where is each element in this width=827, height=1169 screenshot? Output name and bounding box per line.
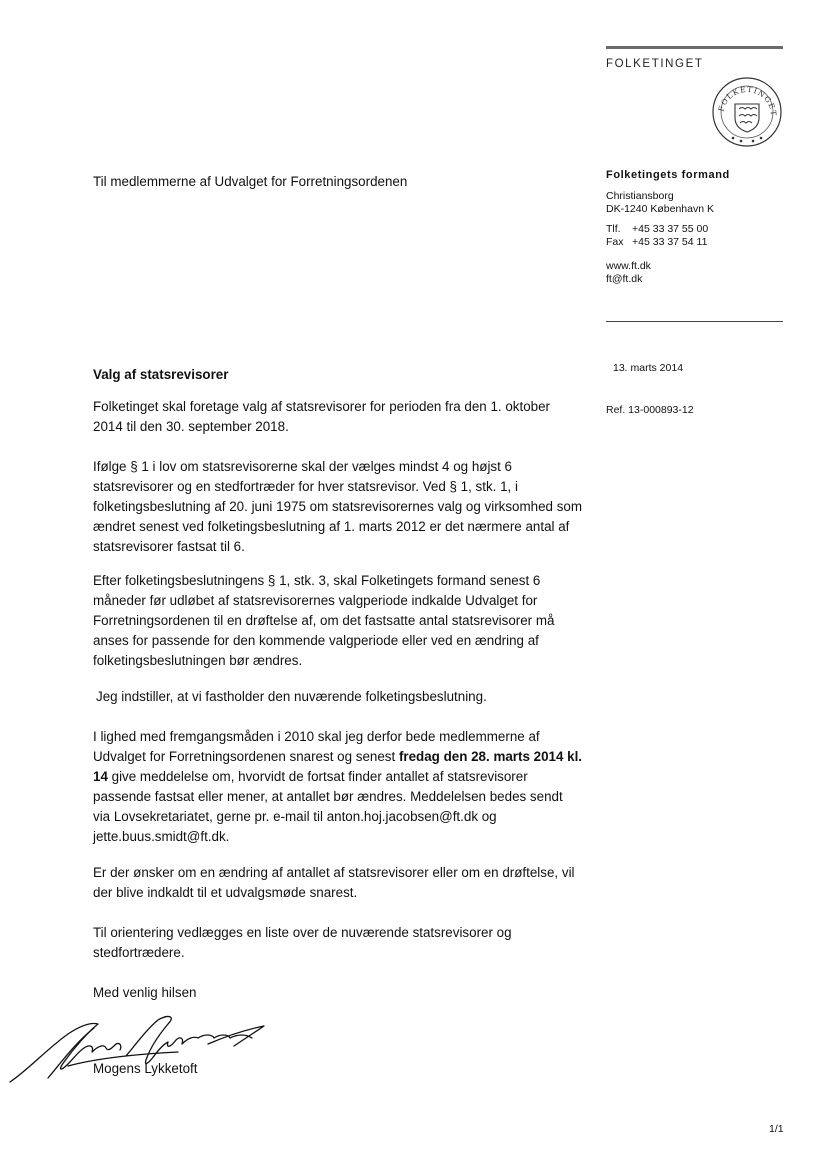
paragraph-5-end: give meddelelse om, hvorvidt de fortsat finder antallet af statsrevisorer passende fastsat eller mener, at antallet bør ændres. Meddelelsen bedes sendt via Lovsekretariatet, gerne pr. e-mail til anton.hoj.jacobsen@ft.dk og jette.buus.smidt@ft.dk.	[93, 769, 563, 844]
paragraph-5-start: I lighed med fremgangsmåden i 2010 skal jeg derfor bede medlemmerne af Udvalget for Forretningsordenen snarest og senest	[93, 729, 540, 764]
closing-line: Med venlig hilsen	[93, 985, 197, 1000]
brand-name: FOLKETINGET	[606, 58, 704, 70]
letter-reference: Ref. 13-000893-12	[606, 404, 694, 416]
address-line-1: Christiansborg	[606, 190, 674, 202]
deadline-text: fredag den 28. marts 2014 kl. 14	[93, 749, 583, 784]
paragraph-5	[93, 727, 583, 847]
paragraph-6: Er der ønsker om en ændring af antallet af statsrevisorer eller om en drøftelse, vil der blive indkaldt til et udvalgsmøde snarest.	[93, 865, 575, 900]
phone-number: +45 33 37 55 00	[632, 223, 709, 235]
recipient-line: Til medlemmerne af Udvalget for Forretningsordenen	[93, 174, 408, 189]
sender-web	[606, 260, 651, 285]
paragraph-3: Efter folketingsbeslutningens § 1, stk. 3, skal Folketingets formand senest 6 måneder før udløbet af statsrevisorernes valgperiode indkalde Udvalget for Forretningsordenen til en drøftelse af, om det fastsatte antal statsrevisorer må anses for passende for den kommende valgperiode eller ved en ændring af folketingsbeslutningen bør ændres.	[93, 573, 555, 668]
paragraph-7: Til orientering vedlægges en liste over de nuværende statsrevisorer og stedfortrædere.	[93, 925, 512, 960]
address-line-2: DK-1240 København K	[606, 202, 714, 215]
page-number: 1/1	[769, 1123, 784, 1135]
email-link[interactable]: ft@ft.dk	[606, 272, 643, 285]
sender-title: Folketingets formand	[606, 169, 730, 181]
letter-date: 13. marts 2014	[613, 362, 684, 374]
phone-row	[606, 223, 708, 236]
fax-row	[606, 236, 708, 249]
phone-label: Tlf.	[606, 223, 621, 235]
fax-number: +45 33 37 54 11	[632, 235, 708, 248]
paragraph-1: Folketinget skal foretage valg af statsrevisorer for perioden fra den 1. oktober 2014 til den 30. september 2018.	[93, 399, 551, 434]
letter-subject: Valg af statsrevisorer	[93, 367, 229, 382]
seal-text: FOLKETINGET	[716, 84, 779, 118]
seal-logo-icon	[711, 76, 783, 148]
middle-rule	[606, 321, 783, 322]
paragraph-2: Ifølge § 1 i lov om statsrevisorerne skal der vælges mindst 4 og højst 6 statsrevisorer og en stedfortræder for hver statsrevisor. Ved § 1, stk. 1, i folketingsbeslutning af 20. juni 1975 om statsrevisorernes valg og virksomhed som ændret senest ved folketingsbeslutning af 1. marts 2012 er det nærmere antal af statsrevisorer fastsat til 6.	[93, 459, 583, 554]
signer-name: Mogens Lykketoft	[93, 1061, 198, 1076]
paragraph-4: Jeg indstiller, at vi fastholder den nuværende folketingsbeslutning.	[96, 689, 487, 704]
sender-contact	[606, 223, 708, 248]
top-rule	[606, 46, 783, 49]
fax-label: Fax	[606, 235, 624, 248]
svg-text:FOLKETINGET	[716, 85, 778, 117]
sender-address	[606, 190, 714, 215]
website-link[interactable]: www.ft.dk	[606, 260, 651, 272]
